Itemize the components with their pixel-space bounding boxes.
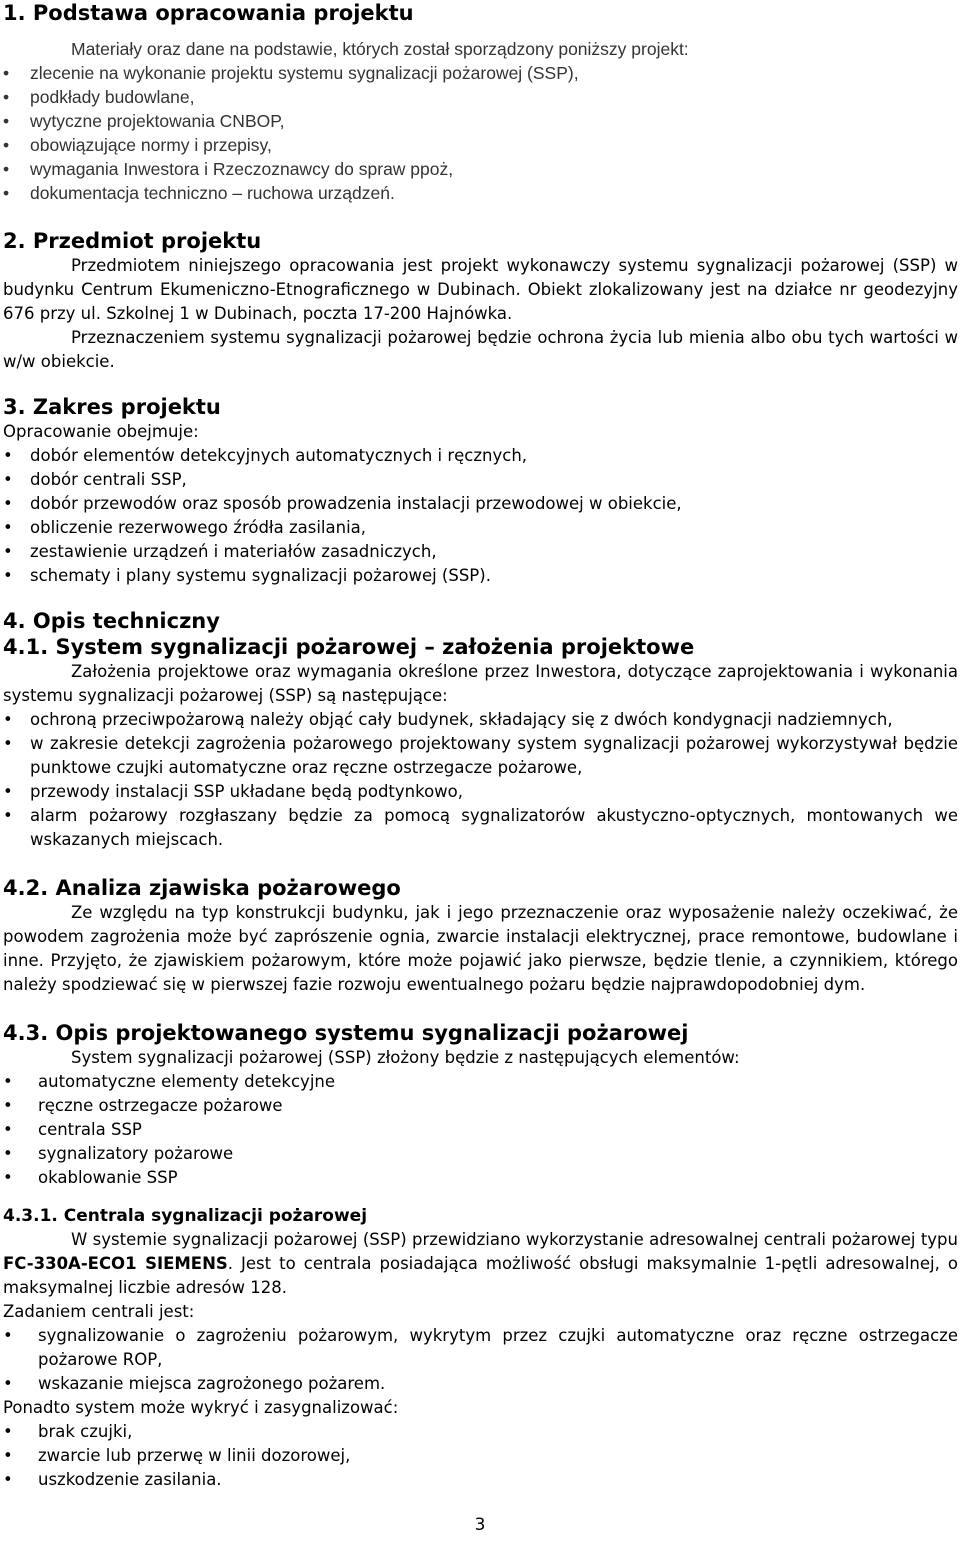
- list-item: • przewody instalacji SSP układane będą podtynkowo,: [3, 780, 958, 804]
- section-4-title: 4. Opis techniczny: [3, 609, 220, 633]
- list-item: • ręczne ostrzegacze pożarowe: [3, 1094, 958, 1118]
- section-2-paragraph-1: Przedmiotem niniejszego opracowania jest projekt wykonawczy systemu sygnalizacji pożarowej (SSP) w budynku Centrum Ekumeniczno-Etnograficznego w Dubinach. Obiekt zlokalizowany jest na działce nr geodezyjny 676 przy ul. Szkolnej 1 w Dubinach, poczta 17-200 Hajnówka.: [3, 256, 958, 323]
- section-3-intro: Opracowanie obejmuje:: [3, 422, 199, 441]
- list-item: • w zakresie detekcji zagrożenia pożarowego projektowany system sygnalizacji pożarowej wykorzystywał będzie punktowe czujki automatyczne oraz ręczne ostrzegacze pożarowe,: [3, 732, 958, 780]
- detection-intro: Ponadto system może wykryć i zasygnalizować:: [3, 1398, 399, 1417]
- page-number: 3: [474, 1515, 486, 1535]
- section-4-2-title: 4.2. Analiza zjawiska pożarowego: [3, 876, 401, 900]
- central-tasks-list: [3, 1324, 958, 1396]
- list-item: • podkłady budowlane,: [3, 85, 958, 109]
- list-item: • brak czujki,: [3, 1420, 958, 1444]
- section-4-3-list: [3, 1070, 958, 1190]
- section-4-1-title: 4.1. System sygnalizacji pożarowej – założenia projektowe: [3, 635, 695, 659]
- section-1-title: 1. Podstawa opracowania projektu: [3, 1, 414, 25]
- section-3-list: [3, 444, 958, 588]
- list-item: • alarm pożarowy rozgłaszany będzie za pomocą sygnalizatorów akustyczno-optycznych, montowanych we wskazanych miejscach.: [3, 804, 958, 852]
- section-3-title: 3. Zakres projektu: [3, 395, 221, 419]
- list-item: • obliczenie rezerwowego źródła zasilania,: [3, 516, 958, 540]
- list-item: • zestawienie urządzeń i materiałów zasadniczych,: [3, 540, 958, 564]
- paragraph-text-start: W systemie sygnalizacji pożarowej (SSP) przewidziano wykorzystanie adresowalnej centrali pożarowej typu: [71, 1230, 958, 1249]
- list-item: • ochroną przeciwpożarową należy objąć cały budynek, składający się z dwóch kondygnacji nadziemnych,: [3, 708, 958, 732]
- section-4-1-intro: Założenia projektowe oraz wymagania określone przez Inwestora, dotyczące zaprojektowania i wykonania systemu sygnalizacji pożarowej (SSP) są następujące:: [3, 662, 958, 705]
- section-4-3-title: 4.3. Opis projektowanego systemu sygnalizacji pożarowej: [3, 1021, 689, 1045]
- list-item: • centrala SSP: [3, 1118, 958, 1142]
- list-item: • uszkodzenie zasilania.: [3, 1468, 958, 1492]
- list-item: • obowiązujące normy i przepisy,: [3, 133, 958, 157]
- list-item: • wymagania Inwestora i Rzeczoznawcy do spraw ppoż,: [3, 157, 958, 181]
- list-item: • automatyczne elementy detekcyjne: [3, 1070, 958, 1094]
- section-4-1-list: [3, 708, 958, 852]
- section-4-3-intro: System sygnalizacji pożarowej (SSP) złożony będzie z następujących elementów:: [71, 1048, 740, 1067]
- detection-list: [3, 1420, 958, 1492]
- central-model: FC-330A-ECO1 SIEMENS: [3, 1254, 228, 1273]
- list-item: • zlecenie na wykonanie projektu systemu sygnalizacji pożarowej (SSP),: [3, 61, 958, 85]
- section-1-list: [3, 61, 958, 205]
- list-item: • okablowanie SSP: [3, 1166, 958, 1190]
- list-item: • dokumentacja techniczno – ruchowa urządzeń.: [3, 181, 958, 205]
- list-item: • sygnalizatory pożarowe: [3, 1142, 958, 1166]
- list-item: • dobór przewodów oraz sposób prowadzenia instalacji przewodowej w obiekcie,: [3, 492, 958, 516]
- list-item: • zwarcie lub przerwę w linii dozorowej,: [3, 1444, 958, 1468]
- section-2-title: 2. Przedmiot projektu: [3, 229, 262, 253]
- list-item: • wskazanie miejsca zagrożonego pożarem.: [3, 1372, 958, 1396]
- list-item: • dobór centrali SSP,: [3, 468, 958, 492]
- paragraph-text-end: . Jest to centrala posiadająca możliwość obsługi maksymalnie 1-pętli adresowalnej, o maksymalnej liczbie adresów 128.: [3, 1254, 958, 1297]
- list-item: • schematy i plany systemu sygnalizacji pożarowej (SSP).: [3, 564, 958, 588]
- section-1-body: [3, 37, 958, 205]
- section-4-2-text: Ze względu na typ konstrukcji budynku, jak i jego przeznaczenie oraz wyposażenie należy oczekiwać, że powodem zagrożenia może być zaprószenie ognia, zwarcie instalacji elektrycznej, prace remontowe, budowlane i inne. Przyjęto, że zjawiskiem pożarowym, które może pojawić jako pierwsze, będzie tlenie, a czynnikiem, którego należy spodziewać się w pierwszej fazie rozwoju ewentualnego pożaru będzie najprawdopodobniej dym.: [3, 903, 958, 994]
- list-item: • sygnalizowanie o zagrożeniu pożarowym, wykrytym przez czujki automatyczne oraz ręczne ostrzegacze pożarowe ROP,: [3, 1324, 958, 1372]
- section-4-3-1-paragraph: [3, 1228, 958, 1300]
- section-4-3-1-title: 4.3.1. Centrala sygnalizacji pożarowej: [3, 1206, 368, 1226]
- list-item: • wytyczne projektowania CNBOP,: [3, 109, 958, 133]
- section-1-intro: Materiały oraz dane na podstawie, których został sporządzony poniższy projekt:: [71, 39, 689, 59]
- section-2-paragraph-2: Przeznaczeniem systemu sygnalizacji pożarowej będzie ochrona życia lub mienia albo obu tych wartości w w/w obiekcie.: [3, 328, 958, 371]
- central-tasks-intro: Zadaniem centrali jest:: [3, 1302, 195, 1321]
- list-item: • dobór elementów detekcyjnych automatycznych i ręcznych,: [3, 444, 958, 468]
